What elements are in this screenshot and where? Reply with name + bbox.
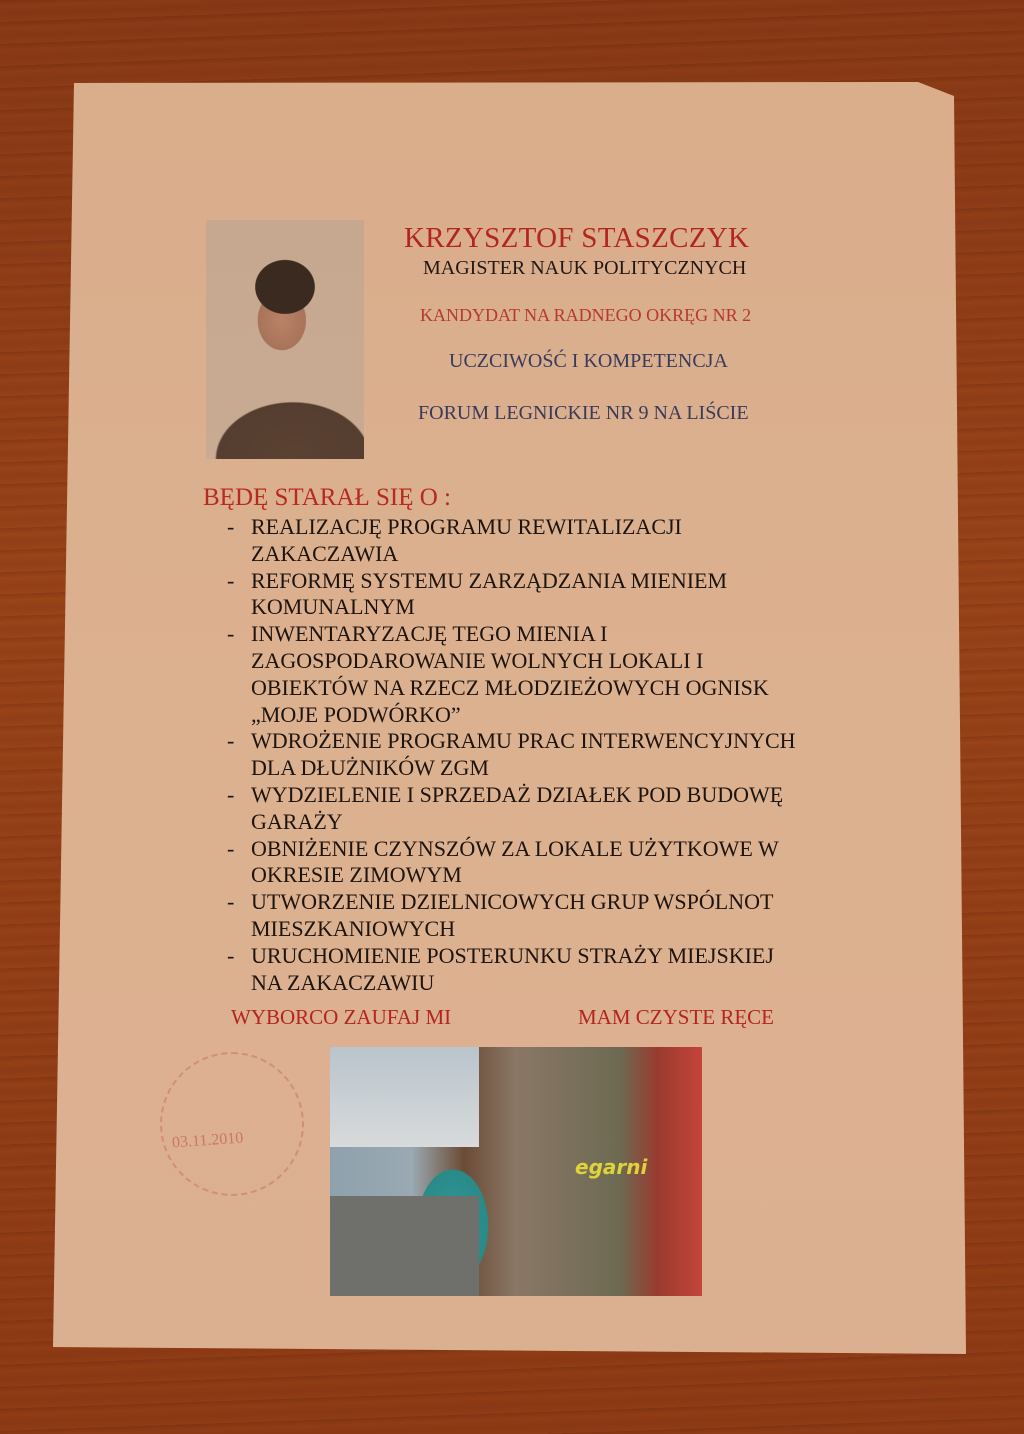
candidacy-line: KANDYDAT NA RADNEGO OKRĘG NR 2 xyxy=(420,305,752,325)
dash-bullet-icon: - xyxy=(227,621,235,647)
slogan-clean-hands: MAM CZYSTE RĘCE xyxy=(578,1005,775,1029)
dash-bullet-icon: - xyxy=(227,567,235,593)
program-item: - URUCHOMIENIE POSTERUNKU STRAŻY MIEJSKIEJ NA ZAKACZAWIU xyxy=(227,942,774,995)
dash-bullet-icon: - xyxy=(227,942,235,968)
list-number: FORUM LEGNICKIE NR 9 NA LIŚCIE xyxy=(418,402,749,424)
photo-sky xyxy=(330,1047,479,1147)
dash-bullet-icon: - xyxy=(227,728,235,754)
motto: UCZCIWOŚĆ I KOMPETENCJA xyxy=(449,350,728,372)
dash-bullet-icon: - xyxy=(227,781,235,807)
candidate-degree: MAGISTER NAUK POLITYCZNYCH xyxy=(423,257,747,279)
program-list xyxy=(227,514,867,996)
program-item: - REALIZACJĘ PROGRAMU REWITALIZACJI ZAKACZAWIA xyxy=(227,514,682,566)
candidate-portrait-photo xyxy=(206,220,364,459)
photo-shop-sign: egarni xyxy=(575,1155,648,1179)
window-cleaning-photo xyxy=(330,1047,702,1296)
stamp-date: 03.11.2010 xyxy=(171,1129,244,1152)
slogan-trust-me: WYBORCO ZAUFAJ MI xyxy=(231,1005,452,1029)
dash-bullet-icon: - xyxy=(227,514,235,539)
program-item: - REFORMĘ SYSTEMU ZARZĄDZANIA MIENIEM KOMUNALNYM xyxy=(227,567,728,620)
dash-bullet-icon: - xyxy=(227,835,235,861)
program-item: - WYDZIELENIE I SPRZEDAŻ DZIAŁEK POD BUDOWĘ GARAŻY xyxy=(227,781,784,834)
program-item: - OBNIŻENIE CZYNSZÓW ZA LOKALE UŻYTKOWE W OKRESIE ZIMOWYM xyxy=(227,835,779,888)
candidate-name: KRZYSZTOF STASZCZYK xyxy=(404,222,750,254)
dash-bullet-icon: - xyxy=(227,889,235,915)
program-item: - WDROŻENIE PROGRAMU PRAC INTERWENCYJNYCH DLA DŁUŻNIKÓW ZGM xyxy=(227,728,796,781)
photo-street xyxy=(330,1196,479,1296)
faded-stamp-icon xyxy=(160,1052,304,1196)
program-item: - UTWORZENIE DZIELNICOWYCH GRUP WSPÓLNOT MIESZKANIOWYCH xyxy=(227,889,774,941)
program-item: - INWENTARYZACJĘ TEGO MIENIA I ZAGOSPODAROWANIE WOLNYCH LOKALI I OBIEKTÓW NA RZECZ MŁODZIEŻOWYCH OGNISK „MOJE PODWÓRKO” xyxy=(227,621,769,727)
program-heading: BĘDĘ STARAŁ SIĘ O : xyxy=(203,484,451,511)
